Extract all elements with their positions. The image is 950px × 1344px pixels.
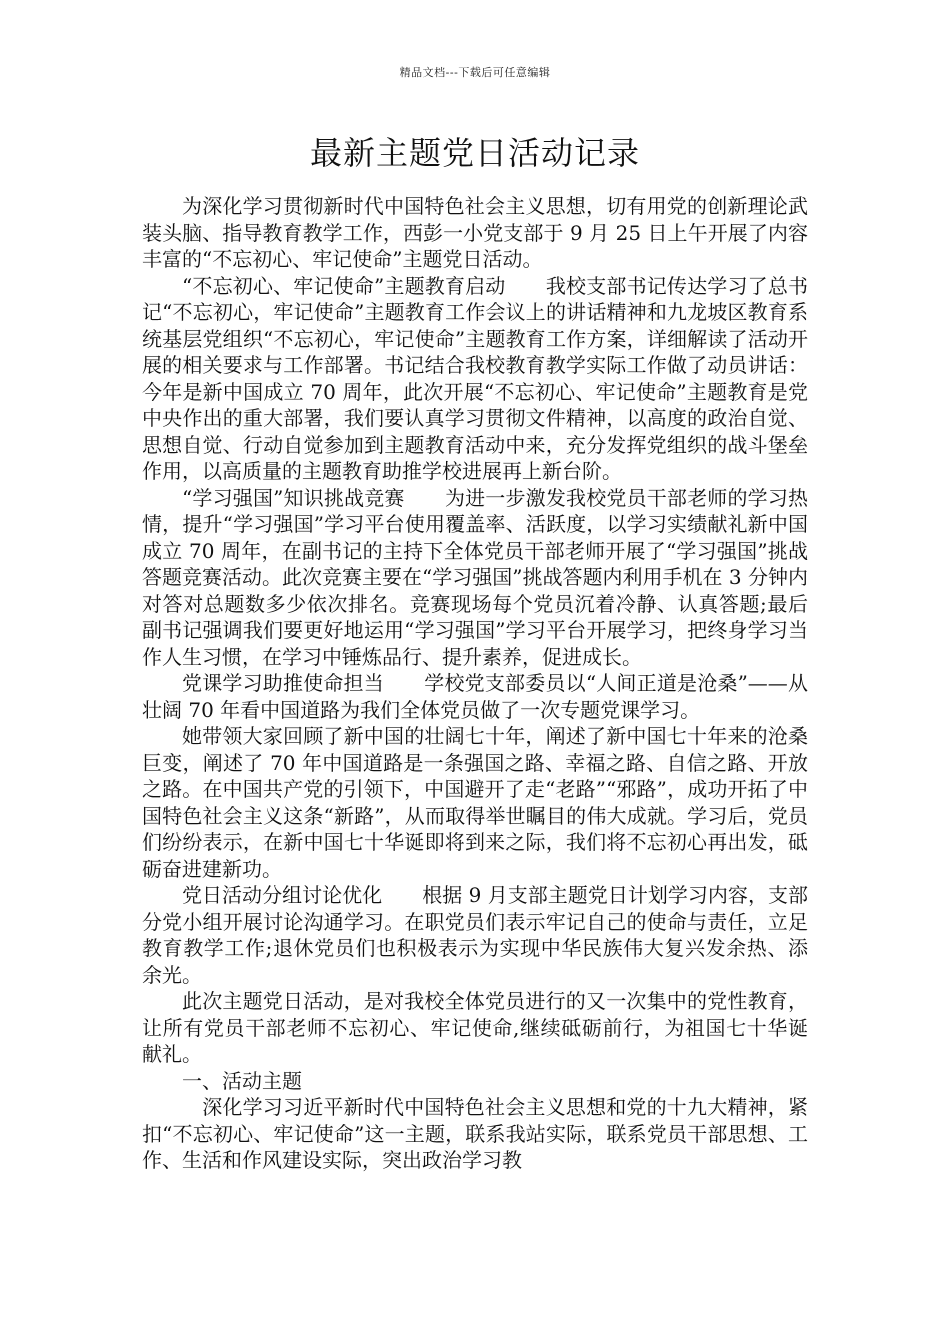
page-header-note: 精品文档---下载后可任意编辑: [399, 66, 551, 79]
paragraph-intro: 为深化学习贯彻新时代中国特色社会主义思想，切有用党的创新理论武装头脑、指导教育教学工作，西彭一小党支部于 9 月 25 日上午开展了内容丰富的“不忘初心、牢记使命”主题党日活动。: [142, 194, 808, 271]
paragraph-activity-theme: 深化学习习近平新时代中国特色社会主义思想和党的十九大精神，紧扣“不忘初心、牢记使命”这一主题，联系我站实际，联系党员干部思想、工作、生活和作风建设实际，突出政治学习教: [142, 1095, 808, 1172]
document-body: [142, 193, 808, 1174]
paragraph-party-lecture: 党课学习助推使命担当 学校党支部委员以“人间正道是沧桑”——从壮阔 70 年看中国道路为我们全体党员做了一次专题党课学习。: [142, 671, 808, 722]
paragraph-group-discussion: 党日活动分组讨论优化 根据 9 月支部主题党日计划学习内容，支部分党小组开展讨论沟通学习。在职党员们表示牢记自己的使命与责任，立足教育教学工作;退休党员们也积极表示为实现中华民族伟大复兴发余热、添余光。: [142, 883, 808, 987]
section-heading-activity-theme: 一、活动主题: [182, 1068, 302, 1093]
paragraph-theme-launch: “不忘初心、牢记使命”主题教育启动 我校支部书记传达学习了总书记“不忘初心，牢记使命”主题教育工作会议上的讲话精神和九龙坡区教育系统基层党组织“不忘初心，牢记使命”主题教育工作方案，详细解读了活动开展的相关要求与工作部署。书记结合我校教育教学实际工作做了动员讲话：今年是新中国成立 70 周年，此次开展“不忘初心、牢记使命”主题教育是党中央作出的重大部署，我们要认真学习贯彻文件精神，以高度的政治自觉、思想自觉、行动自觉参加到主题教育活动中来，充分发挥党组织的战斗堡垒作用，以高质量的主题教育助推学校进展再上新台阶。: [142, 273, 808, 483]
paragraph-summary: 此次主题党日活动，是对我校全体党员进行的又一次集中的党性教育，让所有党员干部老师不忘初心、牢记使命,继续砥砺前行，为祖国七十华诞献礼。: [142, 989, 808, 1066]
paragraph-lecture-review: 她带领大家回顾了新中国的壮阔七十年，阐述了新中国七十年来的沧桑巨变，阐述了 70 年中国道路是一条强国之路、幸福之路、自信之路、开放之路。在中国共产党的引领下，中国避开了走“老路”“邪路”，成功开拓了中国特色社会主义这条“新路”，从而取得举世瞩目的伟大成就。学习后，党员们纷纷表示，在新中国七十华诞即将到来之际，我们将不忘初心再出发，砥砺奋进建新功。: [142, 724, 808, 881]
paragraph-quiz-contest: “学习强国”知识挑战竞赛 为进一步激发我校党员干部老师的学习热情，提升“学习强国”学习平台使用覆盖率、活跃度，以学习实绩献礼新中国成立 70 周年，在副书记的主持下全体党员干部老师开展了“学习强国”挑战答题竞赛活动。此次竞赛主要在“学习强国”挑战答题内利用手机在 3 分钟内对答对总题数多少依次排名。竞赛现场每个党员沉着冷静、认真答题;最后副书记强调我们要更好地运用“学习强国”学习平台开展学习，把终身学习当作人生习惯，在学习中锤炼品行、提升素养，促进成长。: [142, 485, 808, 669]
document-title: 最新主题党日活动记录: [309, 134, 640, 172]
